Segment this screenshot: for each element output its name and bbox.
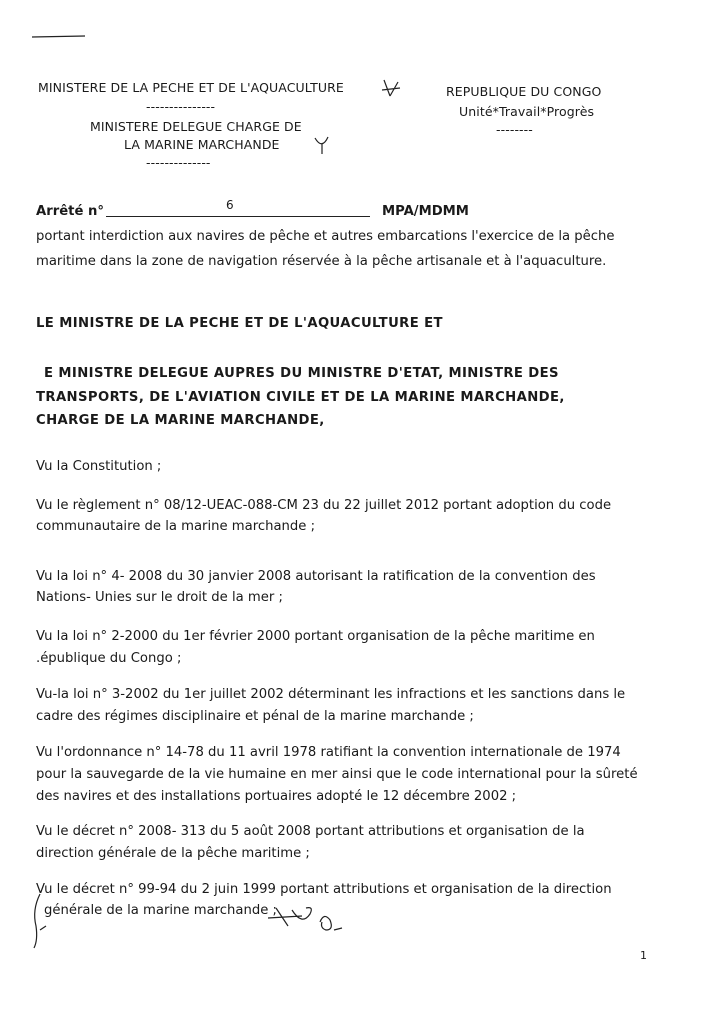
visa-3-line-2: Nations- Unies sur le droit de la mer ; (36, 590, 283, 605)
page-number: 1 (640, 949, 647, 962)
decree-label: Arrêté n° (36, 204, 104, 219)
decree-suffix: MPA/MDMM (382, 204, 469, 219)
minister-title-1: LE MINISTRE DE LA PECHE ET DE L'AQUACULTURE ET (36, 316, 443, 331)
visa-2-line-1: Vu le règlement n° 08/12-UEAC-088-CM 23 du 22 juillet 2012 portant adoption du code (36, 498, 612, 513)
decree-subject-line-1: portant interdiction aux navires de pêche et autres embarcations l'exercice de la pêche (36, 229, 615, 244)
header-dashes-1: --------------- (146, 99, 216, 114)
visa-5-line-2: cadre des régimes disciplinaire et pénal de la marine marchande ; (36, 709, 474, 724)
visa-6-line-1: Vu l'ordonnance n° 14-78 du 11 avril 1978 ratifiant la convention internationale de 1974 (36, 745, 621, 760)
national-motto: Unité*Travail*Progrès (459, 104, 595, 119)
visa-1-line-1: Vu la Constitution ; (36, 459, 162, 474)
visa-6-line-2: pour la sauvegarde de la vie humaine en mer ainsi que le code international pour la sûreté (36, 767, 638, 782)
republic-name: REPUBLIQUE DU CONGO (446, 84, 602, 99)
handwritten-initial-2 (312, 134, 332, 156)
visa-7-line-2: direction générale de la pêche maritime ; (36, 846, 310, 861)
handwritten-paraphs (262, 900, 352, 940)
decree-number-line (106, 216, 370, 217)
minister-title-2-line-1: E MINISTRE DELEGUE AUPRES DU MINISTRE D'ETAT, MINISTRE DES (44, 366, 559, 381)
ministry-title: MINISTERE DE LA PECHE ET DE L'AQUACULTURE (38, 80, 344, 95)
minister-title-2-line-2: TRANSPORTS, DE L'AVIATION CIVILE ET DE LA MARINE MARCHANDE, (36, 390, 565, 405)
handwritten-initial-1 (380, 76, 402, 100)
margin-handwritten-mark (28, 890, 50, 952)
visa-7-line-1: Vu le décret n° 2008- 313 du 5 août 2008 portant attributions et organisation de la (36, 824, 585, 839)
visa-5-line-1: Vu-la loi n° 3-2002 du 1er juillet 2002 déterminant les infractions et les sanctions dans le (36, 687, 626, 702)
visa-3-line-1: Vu la loi n° 4- 2008 du 30 janvier 2008 autorisant la ratification de la convention des (36, 569, 596, 584)
visa-8-line-1: Vu le décret n° 99-94 du 2 juin 1999 portant attributions et organisation de la direction (36, 882, 612, 897)
minister-title-2-line-3: CHARGE DE LA MARINE MARCHANDE, (36, 413, 325, 428)
visa-4-line-1: Vu la loi n° 2-2000 du 1er février 2000 portant organisation de la pêche maritime en (36, 629, 595, 644)
visa-4-line-2: .épublique du Congo ; (36, 651, 182, 666)
delegate-ministry-line-1: MINISTERE DELEGUE CHARGE DE (90, 119, 302, 134)
decree-subject-line-2: maritime dans la zone de navigation réservée à la pêche artisanale et à l'aquaculture. (36, 254, 607, 269)
decree-number: 6 (226, 198, 234, 212)
delegate-ministry-line-2: LA MARINE MARCHANDE (124, 137, 280, 152)
visa-6-line-3: des navires et des installations portuaires adopté le 12 décembre 2002 ; (36, 789, 517, 804)
header-dashes-3: -------- (496, 122, 533, 137)
visa-8-line-2: générale de la marine marchande ; (44, 903, 277, 918)
header-dashes-2: -------------- (146, 155, 211, 170)
scan-mark (30, 30, 90, 42)
visa-2-line-2: communautaire de la marine marchande ; (36, 519, 316, 534)
